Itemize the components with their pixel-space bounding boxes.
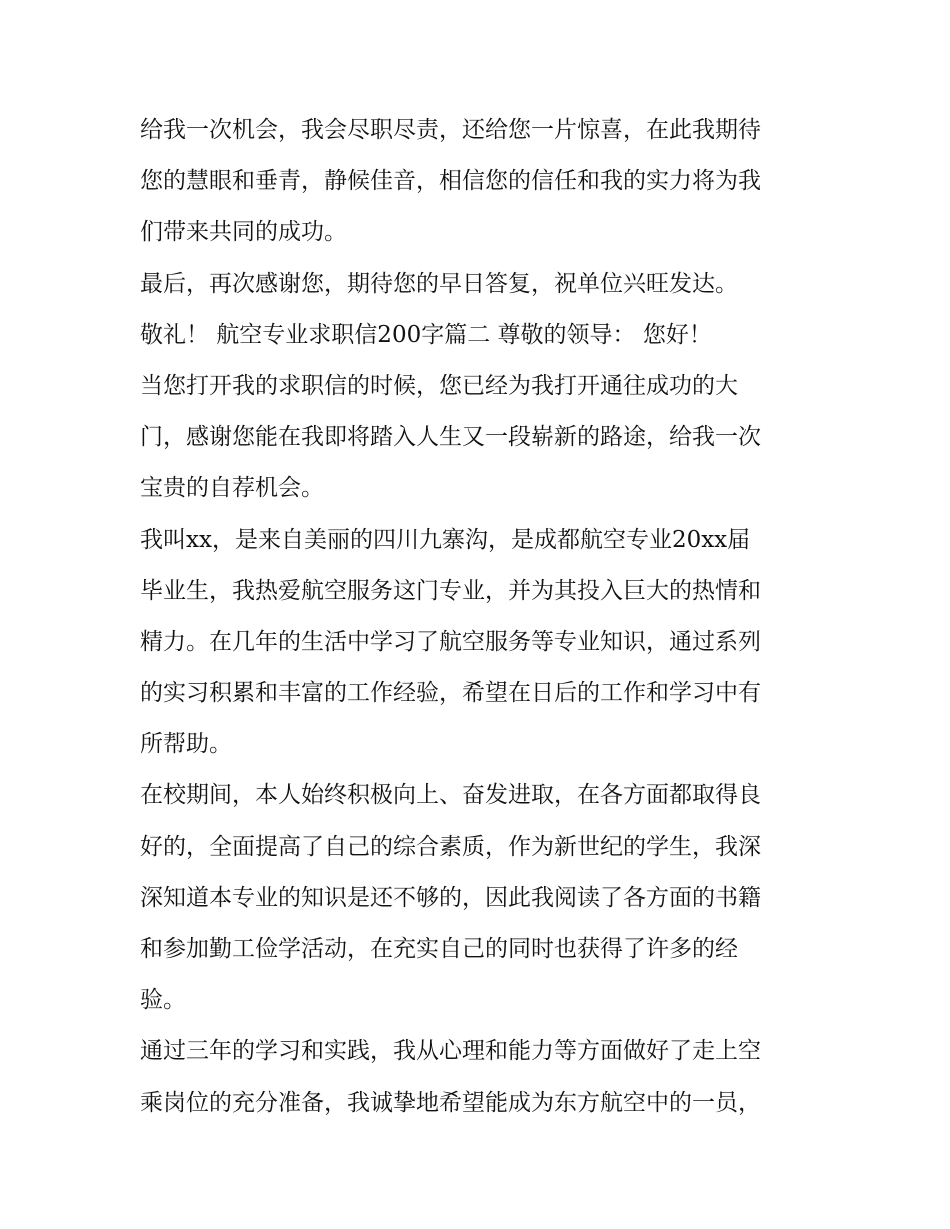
text-line: 毕业生，我热爱航空服务这门专业，并为其投入巨大的热情和 [140,577,761,604]
text-line: 最后，再次感谢您，期待您的早日答复，祝单位兴旺发达。 [140,270,738,297]
text-line: 乘岗位的充分准备，我诚挚地希望能成为东方航空中的一员， [140,1089,761,1116]
text-line: 深知道本专业的知识是还不够的，因此我阅读了各方面的书籍 [140,884,761,911]
text-line: 通过三年的学习和实践，我从心理和能力等方面做好了走上空 [140,1038,761,1065]
text-line: 宝贵的自荐机会。 [140,475,324,502]
document-body [140,105,820,1129]
text-line: 给我一次机会，我会尽职尽责，还给您一片惊喜，在此我期待 [140,117,761,143]
text-line: 和参加勤工俭学活动，在充实自己的同时也获得了许多的经 [140,936,738,962]
text-line: 您的慧眼和垂青，静候佳音，相信您的信任和我的实力将为我 [140,168,761,195]
text-line: 门，感谢您能在我即将踏入人生又一段崭新的路途，给我一次 [140,424,761,451]
text-line: 精力。在几年的生活中学习了航空服务等专业知识，通过系列 [140,628,761,655]
text-line: 我叫xx，是来自美丽的四川九寨沟，是成都航空专业20xx届 [140,526,751,553]
text-line: 验。 [140,987,186,1014]
text-line: 们带来共同的成功。 [140,219,347,246]
text-line: 好的，全面提高了自己的综合素质，作为新世纪的学生，我深 [140,833,761,860]
text-line: 在校期间，本人始终积极向上、奋发进取，在各方面都取得良 [140,782,761,809]
text-line: 的实习积累和丰富的工作经验，希望在日后的工作和学习中有 [140,680,761,707]
text-line: 所帮助。 [140,731,232,758]
text-line: 当您打开我的求职信的时候，您已经为我打开通往成功的大 [140,372,738,399]
text-line: 敬礼！ 航空专业求职信200字篇二 尊敬的领导： 您好！ [140,321,712,348]
